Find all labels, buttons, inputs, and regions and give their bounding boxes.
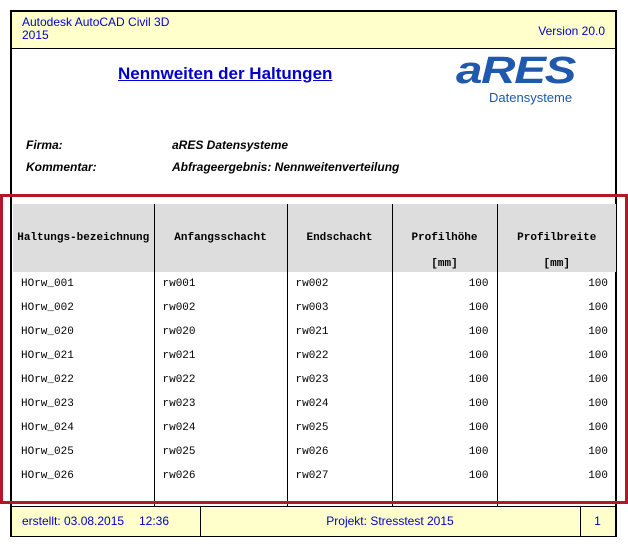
column-header-label: Haltungs-bezeichnung (17, 232, 150, 244)
table-cell: rw023 (287, 368, 392, 392)
column-header-label: Anfangsschacht (174, 232, 267, 244)
table-cell: HOrw_022 (21, 374, 74, 386)
table-cell: rw022 (287, 344, 392, 368)
table-cell: rw024 (287, 392, 392, 416)
version-label: Version 20.0 (538, 24, 605, 38)
table-cell: 100 (392, 344, 497, 368)
table-cell: 100 (392, 368, 497, 392)
table-cell: HOrw_024 (21, 422, 74, 434)
table-cell: 100 (497, 320, 616, 344)
table-cell: 100 (497, 368, 616, 392)
table-cell: 100 (392, 440, 497, 464)
table-cell: 100 (497, 344, 616, 368)
kommentar-label: Kommentar: (26, 160, 97, 174)
column-unit: [mm] (543, 258, 570, 270)
report-header (12, 12, 615, 49)
table-cell: 100 (497, 416, 616, 440)
column-unit: [mm] (431, 258, 458, 270)
table-cell: 100 (497, 296, 616, 320)
footer-page-number: 1 (594, 514, 601, 528)
table-cell: rw021 (154, 344, 287, 368)
table-cell: 100 (497, 440, 616, 464)
table-cell: HOrw_023 (21, 398, 74, 410)
footer-project: Projekt: Stresstest 2015 (200, 507, 581, 536)
table-cell: 100 (497, 464, 616, 488)
table-cell: HOrw_021 (21, 350, 74, 362)
table-cell: rw002 (287, 272, 392, 296)
table-cell: 100 (497, 392, 616, 416)
report-footer (12, 506, 615, 536)
table-cell: HOrw_002 (21, 302, 74, 314)
created-date: erstellt: 03.08.2015 (22, 514, 125, 528)
table-cell: rw020 (154, 320, 287, 344)
table-cell: HOrw_020 (21, 326, 74, 338)
table-cell: rw002 (154, 296, 287, 320)
column-header-label: Profilbreite (517, 232, 597, 244)
ares-logo-mark: aRES (456, 50, 576, 92)
table-cell: 100 (392, 296, 497, 320)
kommentar-value: Abfrageergebnis: Nennweitenverteilung (172, 160, 400, 174)
table-cell: 100 (392, 464, 497, 488)
table-cell: HOrw_001 (21, 278, 74, 290)
table-cell: 100 (497, 272, 616, 296)
table-cell: rw022 (154, 368, 287, 392)
ares-logo-subtitle: Datensysteme (489, 90, 573, 105)
column-header-label: Endschacht (306, 232, 373, 244)
table-cell: rw001 (154, 272, 287, 296)
table-cell: 100 (392, 392, 497, 416)
table-cell: 100 (392, 272, 497, 296)
table-cell: rw025 (287, 416, 392, 440)
table-cell: rw026 (287, 440, 392, 464)
table-cell: rw003 (287, 296, 392, 320)
table-cell: 100 (392, 416, 497, 440)
firma-label: Firma: (26, 138, 63, 152)
table-cell: HOrw_025 (21, 446, 74, 458)
firma-value: aRES Datensysteme (172, 138, 289, 152)
column-header-label: Profilhöhe (411, 232, 478, 244)
table-cell: rw023 (154, 392, 287, 416)
table-cell: HOrw_026 (21, 470, 74, 482)
table-cell: rw026 (154, 464, 287, 488)
table-cell: 100 (392, 320, 497, 344)
ares-logo (456, 50, 616, 108)
table-cell: rw021 (287, 320, 392, 344)
report-title: Nennweiten der Haltungen (118, 64, 333, 83)
table-cell: rw024 (154, 416, 287, 440)
footer-created-cell (12, 507, 201, 536)
application-name: Autodesk AutoCAD Civil 3D 2015 (22, 15, 170, 42)
table-cell: rw025 (154, 440, 287, 464)
created-time: 12:36 (139, 514, 170, 528)
table-cell: rw027 (287, 464, 392, 488)
highlight-frame (0, 194, 628, 504)
